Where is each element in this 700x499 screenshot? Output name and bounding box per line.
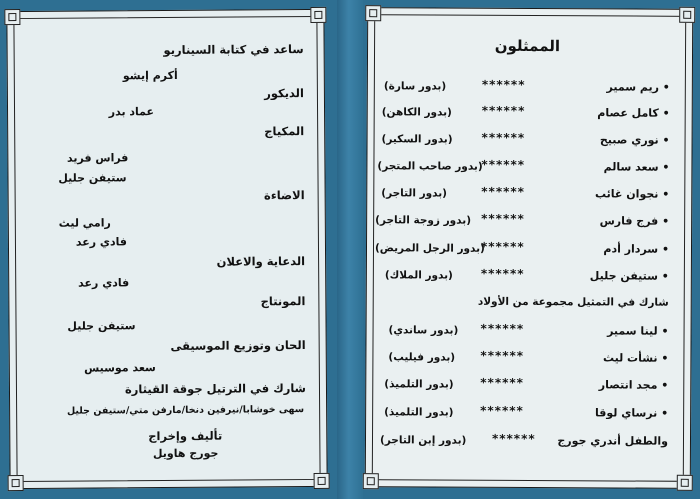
credit-name: ستيفن جليل [58,171,127,185]
cast-role: (بدور التاجر) [381,187,448,200]
cast-name: • فرج فارس [599,214,670,228]
cast-name: • سعد سالم [603,160,670,174]
credit-heading: تأليف وإخراج [148,428,223,444]
corner-ornament [365,5,381,21]
corner-ornament [8,475,24,491]
stars-separator: ****** [491,431,536,447]
cast-name: • كامل عصام [597,106,670,120]
cast-role: (بدور سارة) [383,80,447,93]
stars-separator: ****** [480,375,524,390]
left-page [6,9,327,489]
credit-name: سعد موسيس [84,361,156,375]
stars-separator: ****** [480,239,525,254]
credit-name: فادي رعد [75,235,127,249]
cast-name: • ريم سمير [606,80,670,94]
cast-role: (بدور الكاهن) [381,106,452,119]
credit-name: فراس فريد [66,151,129,165]
stars-separator: ****** [481,130,526,145]
booklet-spine [337,0,363,499]
corner-ornament [363,473,379,489]
child-name: • نرساي لوقا [595,406,669,420]
credit-name: فادي رعد [78,276,130,290]
credit-heading: الحان وتوزيع الموسيقى [170,338,306,353]
cast-role: (بدور الرجل المريض) [374,242,485,255]
child-role: (بدور التلميذ) [384,406,454,419]
credit-name: عماد بدر [108,105,155,119]
child-name: والطفل أندري جورج [557,434,669,448]
corner-ornament [310,7,326,23]
cast-name: • ستيفن جليل [589,269,669,283]
credit-name: ستيفن جليل [67,319,136,333]
stars-separator: ****** [481,77,526,92]
page-title: الممثلون [494,36,561,56]
credit-heading: ساعد في كتابة السيناريو [163,42,304,58]
child-name: • نشأت ليث [602,351,669,365]
credit-name: جورج هاويل [152,446,219,461]
stars-separator: ****** [480,266,525,281]
corner-ornament [677,475,693,491]
cast-role: (بدور الملاك) [384,269,453,282]
child-name: • مجد انتصار [598,378,669,392]
child-name: • لينا سمير [607,324,669,338]
credit-heading: الديكور [264,86,304,101]
stars-separator: ****** [481,211,525,226]
cast-name: • نجوان غائب [595,187,670,201]
cast-name: • نوري صبيح [599,133,670,147]
stars-separator: ****** [480,348,525,363]
credit-name: سهى خوشابا/نيرفين دنخا/مارفن متي/ستيفن جليل [66,404,305,417]
stars-separator: ****** [480,403,524,418]
child-role: (بدور فيليب) [388,351,456,364]
child-role: (بدور إبن التاجر) [379,434,467,447]
corner-ornament [314,473,330,489]
corner-ornament [679,7,695,23]
stars-separator: ****** [481,103,526,118]
cast-role: (بدور زوجة التاجر) [375,214,472,227]
credit-heading: المونتاج [260,294,306,309]
credit-name: أكرم إيشو [122,68,178,83]
right-page [365,7,694,489]
cast-role: (بدور السكير) [381,133,453,146]
child-role: (بدور ساندي) [388,324,459,337]
stars-separator: ****** [481,157,526,172]
children-heading: شارك في التمثيل مجموعة من الأولاد [477,295,669,309]
cast-role: (بدور صاحب المتجر) [377,160,483,173]
credit-heading: المكياج [264,124,305,139]
credit-heading: الاضاءة [263,188,305,203]
child-role: (بدور التلميذ) [384,378,454,391]
credit-heading: شارك في الترتيل جوقة القيثارة [124,381,307,397]
stars-separator: ****** [481,184,525,199]
corner-ornament [4,9,20,25]
credit-heading: الدعاية والاعلان [216,254,306,269]
cast-name: • سردار أدم [603,242,670,256]
credit-name: رامي ليث [58,216,111,230]
stars-separator: ****** [480,321,525,336]
